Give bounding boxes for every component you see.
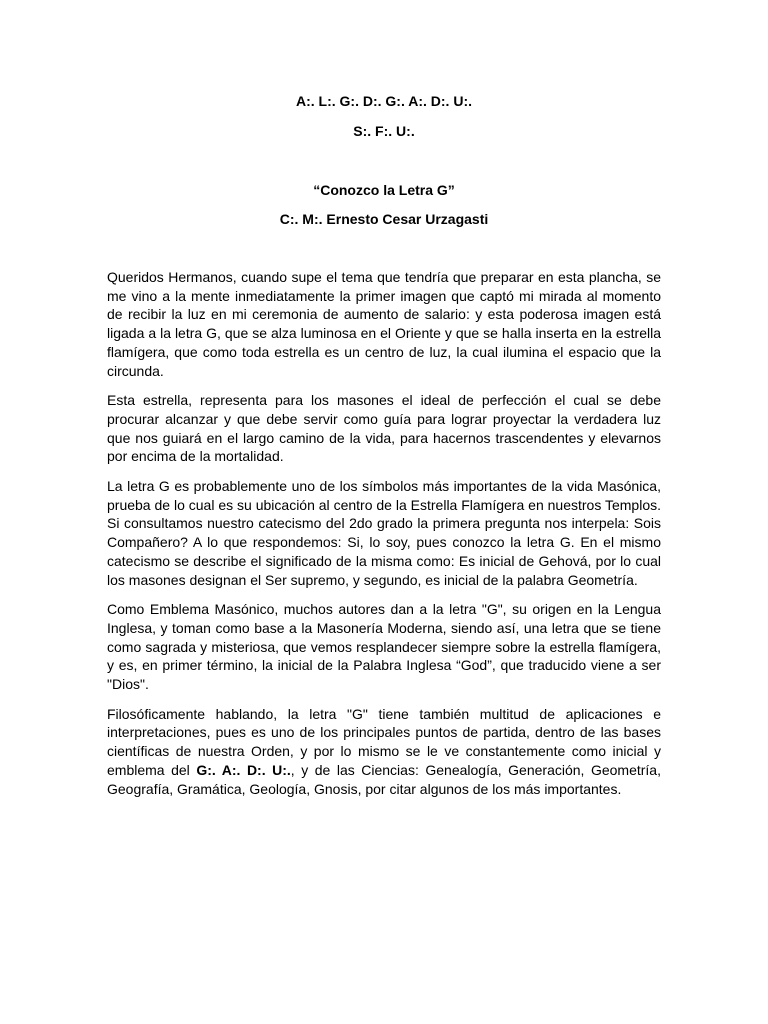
paragraph-5-bold-abbreviation: G:. A:. D:. U:.: [196, 761, 291, 778]
paragraph-5: [107, 705, 661, 799]
paragraph-5-text-start: Filosóficamente hablando, la letra "G" tiene también multitud de aplicaciones e interpretaciones, pues es uno de los principales puntos de partida, dentro de las bases científicas de nuestra Orden, y por lo mismo se le ve constantemente como inicial y emblema del: [107, 705, 661, 778]
lodge-dedication-line: A:. L:. G:. D:. G:. A:. D:. U:.: [295, 93, 472, 109]
lodge-motto-line: S:. F:. U:.: [353, 123, 415, 139]
document-title: “Conozco la Letra G”: [313, 182, 455, 198]
paragraph-4: Como Emblema Masónico, muchos autores dan a la letra "G", su origen en la Lengua Inglesa, y toman como base a la Masonería Moderna, siendo así, una letra que se tiene como sagrada y misteriosa, que vemos resplandecer siempre sobre la estrella flamígera, y es, en primer término, la inicial de la Palabra Inglesa “God”, que traducido viene a ser "Dios".: [107, 601, 661, 693]
document-author: C:. M:. Ernesto Cesar Urzagasti: [279, 211, 489, 227]
paragraph-3: La letra G es probablemente uno de los símbolos más importantes de la vida Masónica, prueba de lo cual es su ubicación al centro de la Estrella Flamígera en nuestros Templos. Si consultamos nuestro catecismo del 2do grado la primera pregunta nos interpela: Sois Compañero? A lo que respondemos: Si, lo soy, pues conozco la letra G. En el mismo catecismo se describe el significado de la misma como: Es inicial de Gehová, por lo cual los masones designan el Ser supremo, y segundo, es inicial de la palabra Geometría.: [107, 478, 661, 588]
paragraph-1: Queridos Hermanos, cuando supe el tema que tendría que preparar en esta plancha, se me vino a la mente inmediatamente la primer imagen que captó mi mirada al momento de recibir la luz en mi ceremonia de aumento de salario: y esta poderosa imagen está ligada a la letra G, que se alza luminosa en el Oriente y que se halla inserta en la estrella flamígera, que como toda estrella es un centro de luz, la cual ilumina el espacio que la circunda.: [107, 269, 661, 379]
paragraph-2: Esta estrella, representa para los masones el ideal de perfección el cual se debe procurar alcanzar y que debe servir como guía para lograr proyectar la verdadera luz que nos guiará en el largo camino de la vida, para hacernos trascendentes y elevarnos por encima de la mortalidad.: [107, 392, 661, 465]
paragraph-5-text-end: , y de las Ciencias: Genealogía, Generación, Geometría, Geografía, Gramática, Geología, Gnosis, por citar algunos de los más importantes.: [107, 761, 661, 797]
document-body: [107, 268, 661, 809]
